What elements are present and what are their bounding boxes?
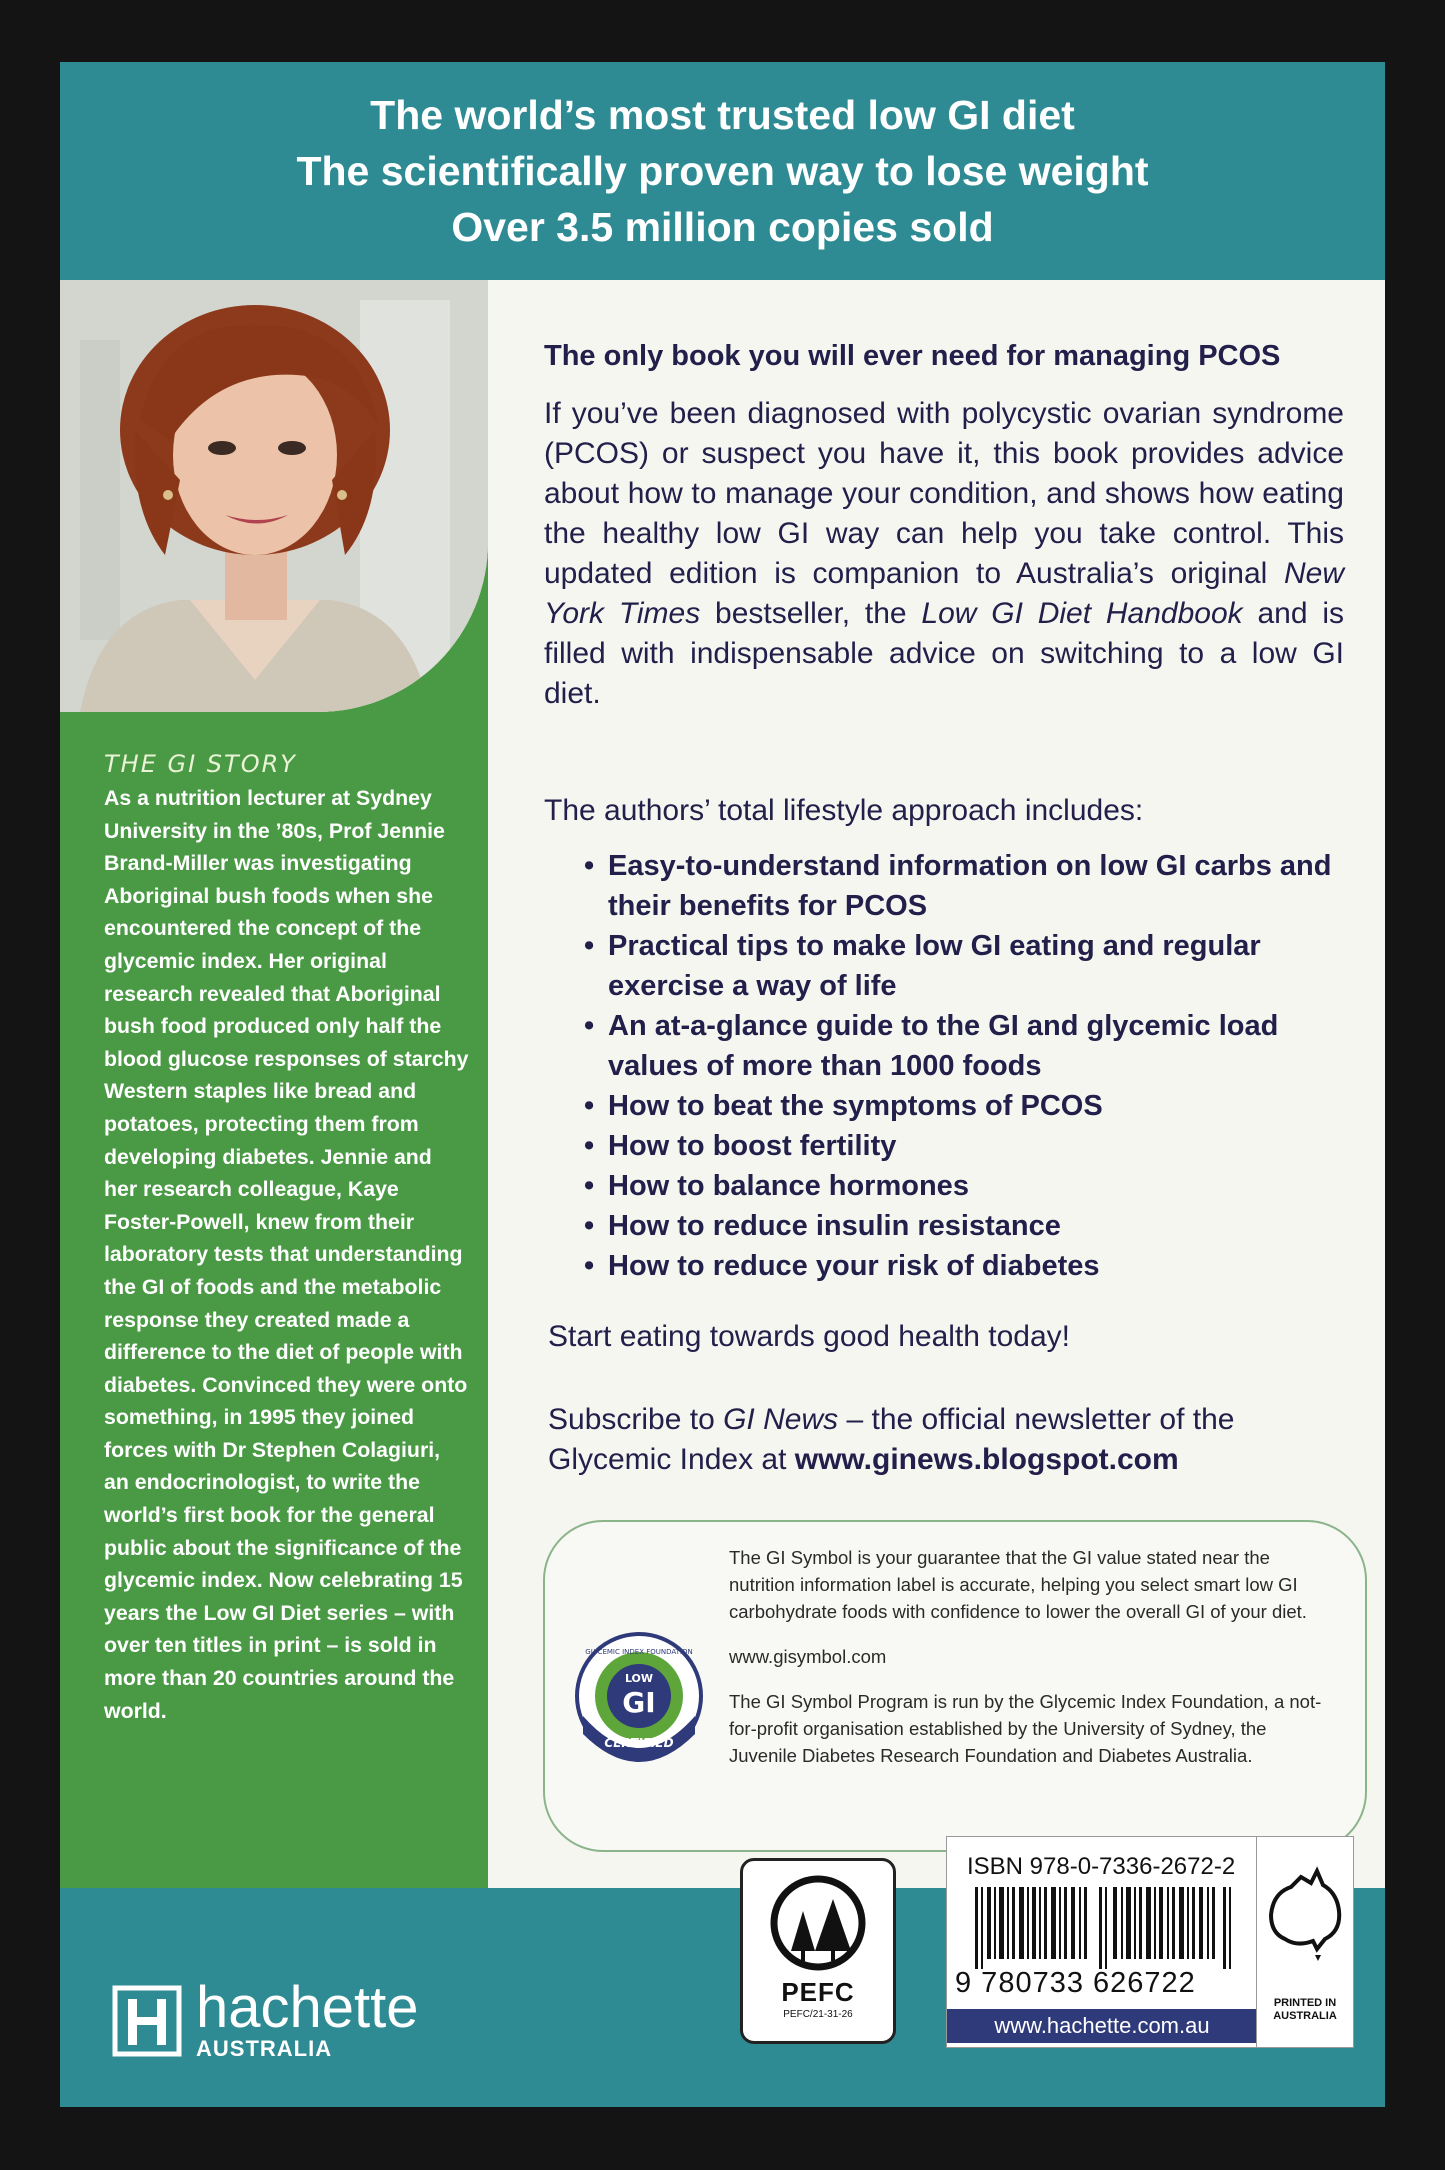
isbn: ISBN 978-0-7336-2672-2 — [967, 1853, 1236, 1880]
gi-para-3: The GI Symbol Program is run by the Glycemic Index Foundation, a not-for-profit organisation established by the University of Sydney, the Juvenile Diabetes Research Foundation and Diabetes Australia. — [729, 1691, 1322, 1766]
gi-symbol-box — [543, 1520, 1367, 1852]
newsletter-url: www.ginews.blogspot.com — [794, 1443, 1179, 1476]
benefit-item: • Easy-to-understand information on low GI carbs and their benefits for PCOS — [584, 846, 1344, 926]
gi-symbol-text — [729, 1544, 1329, 1787]
logo-certified-text: CERTIFIED — [604, 1736, 674, 1750]
bottom-banner — [60, 1853, 1385, 2107]
left-column — [60, 280, 488, 1888]
gi-story — [104, 750, 470, 1727]
call-to-action: Start eating towards good health today! — [548, 1320, 1071, 1353]
pefc-label: PEFC — [781, 1977, 855, 2007]
benefit-item: • How to reduce insulin resistance — [584, 1206, 1344, 1246]
gi-certified-logo — [573, 1630, 705, 1762]
gi-story-text: As a nutrition lecturer at Sydney University in the ’80s, Prof Jennie Brand-Miller was investigating Aboriginal bush foods when she encountered the concept of the glycemic index. Her original research revealed that Aboriginal bush food produced only half the blood glucose responses of starchy Western staples like bread and potatoes, protecting them from developing diabetes. Jennie and her research colleague, Kaye Foster-Powell, knew from their laboratory tests that understanding the GI of foods and the metabolic response they created made a difference to the diet of people with diabetes. Convinced they were onto something, in 1995 they joined forces with Dr Stephen Colagiuri, an endocrinologist, to write the world’s first book for the general public about the significance of the glycemic index. Now celebrating 15 years the Low GI Diet series – with over ten titles in print – is sold in more than 20 countries around the world. — [104, 786, 469, 1723]
subscribe-italic: GI News — [723, 1403, 839, 1436]
intro-paragraph — [544, 394, 1344, 714]
approach-heading: The authors’ total lifestyle approach includes: — [544, 794, 1144, 827]
benefit-item: • How to reduce your risk of diabetes — [584, 1246, 1344, 1286]
intro-italic-2: Low GI Diet Handbook — [921, 597, 1243, 630]
intro-part-3: and is filled with indispensable advice on switching to a low GI diet. — [544, 597, 1344, 710]
logo-ring-text: GLYCEMIC INDEX FOUNDATION — [585, 1648, 693, 1656]
pefc-code: PEFC/21-31-26 — [783, 2009, 853, 2020]
headline: The only book you will ever need for managing PCOS — [544, 340, 1281, 372]
isbn-barcode-block — [946, 1836, 1258, 2048]
benefit-item: • Practical tips to make low GI eating and regular exercise a way of life — [584, 926, 1344, 1006]
pefc-tree-icon — [743, 1861, 893, 1981]
banner-line-2: The scientifically proven way to lose weight — [296, 148, 1149, 194]
benefit-item: • How to balance hormones — [584, 1166, 1344, 1206]
author-photo — [60, 280, 488, 712]
intro-part-2: bestseller, the — [700, 597, 922, 630]
gi-url: www.gisymbol.com — [729, 1646, 887, 1667]
banner-line-1: The world’s most trusted low GI diet — [370, 92, 1075, 138]
logo-low-text: LOW — [624, 1672, 654, 1685]
top-banner — [60, 62, 1385, 280]
subscribe-text — [548, 1400, 1348, 1480]
printed-in-badge — [1256, 1836, 1354, 2048]
banner-line-3: Over 3.5 million copies sold — [451, 204, 994, 250]
subscribe-part-1: Subscribe to — [548, 1403, 724, 1436]
intro-part-1: If you’ve been diagnosed with polycystic ovarian syndrome (PCOS) or suspect you have it, this book provides advice about how to manage your condition, and shows how eating the healthy low GI way can help you take control. This updated edition is companion to Australia’s original — [544, 397, 1344, 590]
barcode-icon — [975, 1887, 1235, 1969]
benefit-item: • How to boost fertility — [584, 1126, 1344, 1166]
gi-para-1: The GI Symbol is your guarantee that the GI value stated near the nutrition information label is accurate, helping you select smart low GI carbohydrate foods with confidence to lower the overall GI of your diet. — [729, 1547, 1307, 1622]
publisher-website: www.hachette.com.au — [947, 2009, 1257, 2043]
printed-label: PRINTED IN AUSTRALIA — [1273, 1997, 1337, 2022]
benefit-item: • An at-a-glance guide to the GI and glycemic load values of more than 1000 foods — [584, 1006, 1344, 1086]
australia-map-icon — [1257, 1837, 1353, 1987]
barcode-digits: 9 780733 626722 — [955, 1967, 1196, 1999]
logo-gi-text: GI — [622, 1686, 656, 1719]
publisher-logo — [112, 1975, 419, 2062]
intro-italic-1: New York Times — [544, 557, 1344, 630]
publisher-country: AUSTRALIA — [196, 2036, 333, 2061]
book-back-cover — [60, 62, 1385, 2107]
pefc-logo — [740, 1858, 896, 2044]
hachette-icon — [112, 1985, 182, 2057]
benefit-list — [584, 846, 1344, 1286]
author-portrait — [60, 280, 488, 712]
gi-story-title: THE GI STORY — [104, 750, 297, 778]
benefit-item: • How to beat the symptoms of PCOS — [584, 1086, 1344, 1126]
subscribe-part-2: – the official newsletter of the Glycemic Index at — [548, 1403, 1235, 1476]
publisher-name: hachette — [196, 1975, 419, 2040]
right-column — [488, 280, 1385, 1888]
